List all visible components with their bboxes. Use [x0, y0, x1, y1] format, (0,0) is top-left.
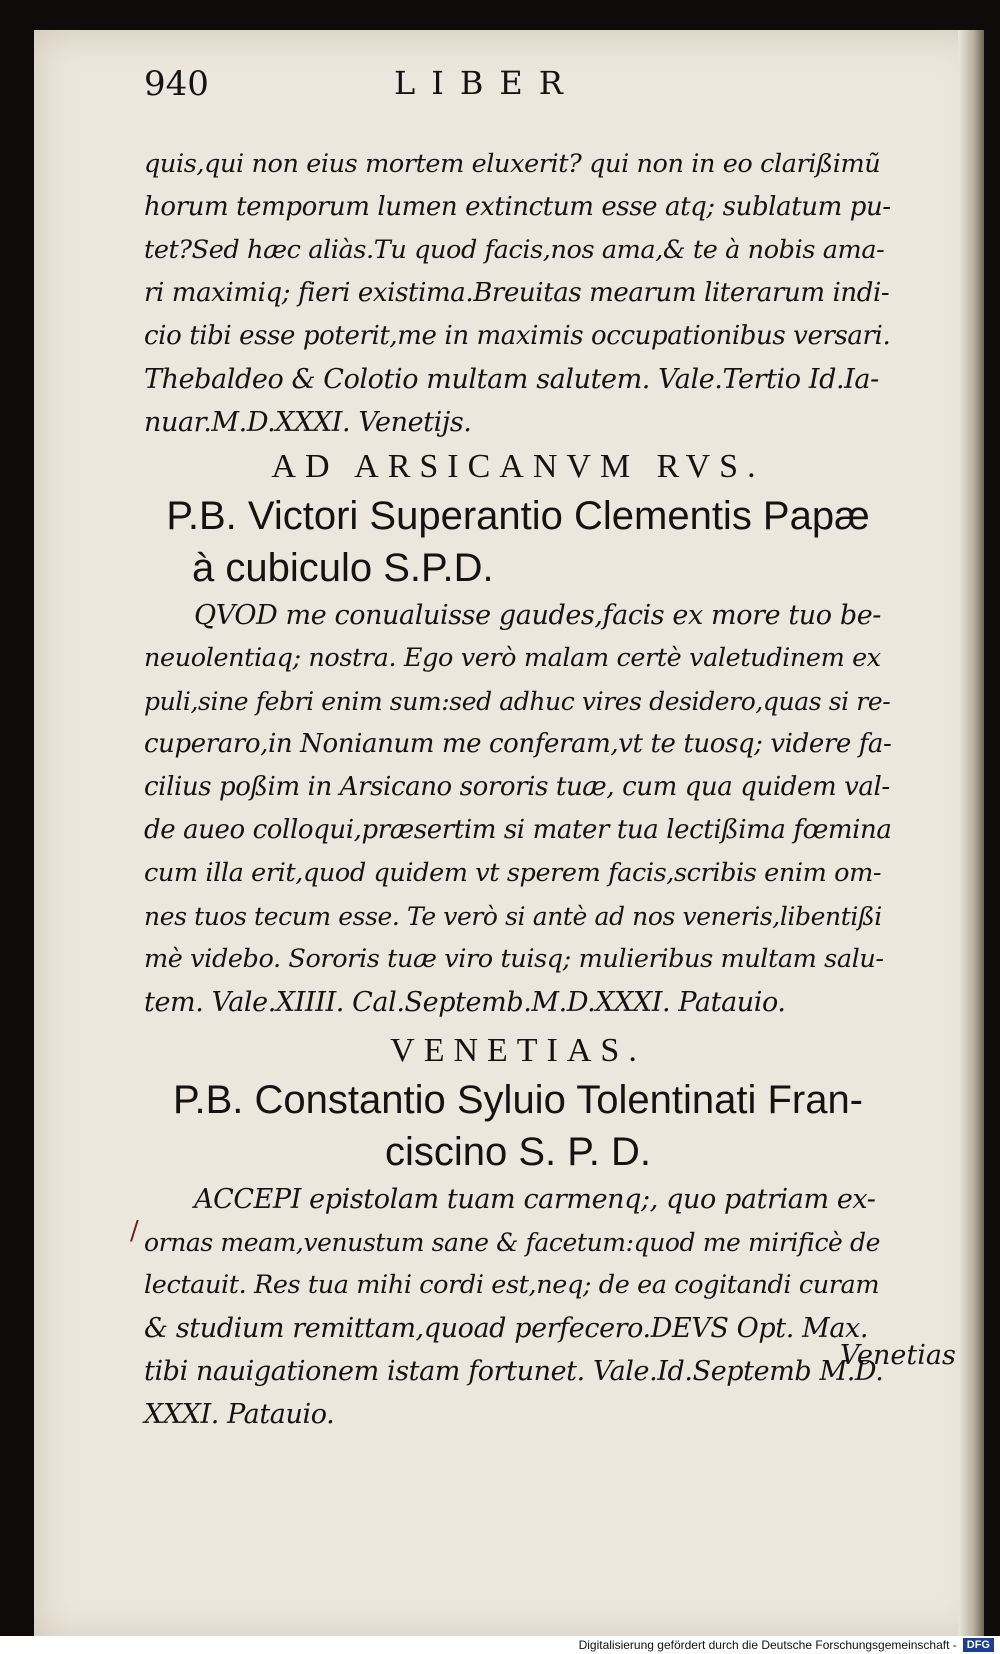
- digitization-footer: [0, 1636, 1000, 1654]
- footer-credit: Digitalisierung gefördert durch die Deutsche Forschungsgemeinschaft -: [578, 1638, 957, 1652]
- page-edge-shadow: [958, 30, 984, 1640]
- text-line: lectauit. Res tua mihi cordi est,neq; de ea cogitandi curam: [144, 1270, 880, 1300]
- text-line: ACCEPI epistolam tuam carmenq;, quo patriam ex-: [194, 1184, 876, 1215]
- text-line: cio tibi esse poterit,me in maximis occupationibus versari.: [144, 321, 891, 351]
- text-line: nes tuos tecum esse. Te verò si antè ad nos veneris,libentißi: [144, 902, 882, 931]
- letter-destination: VENETIAS.: [390, 1032, 646, 1069]
- text-line: mè videbo. Sororis tuæ viro tuisq; mulieribus multam salu-: [144, 944, 884, 974]
- dfg-logo: DFG: [963, 1638, 994, 1652]
- text-line: neuolentiaq; nostra. Ego verò malam certè valetudinem ex: [144, 643, 881, 673]
- text-line: cum illa erit,quod quidem vt sperem facis,scribis enim om-: [144, 858, 882, 888]
- text-line: horum temporum lumen extinctum esse atq; sublatum pu-: [144, 192, 891, 222]
- page-header: [144, 64, 864, 114]
- text-line: puli,sine febri enim sum:sed adhuc vires desidero,quas si re-: [144, 687, 891, 716]
- letter-salutation: P.B. Constantio Syluio Tolentinati Fran-: [172, 1078, 864, 1122]
- text-line: QVOD me conualuisse gaudes,facis ex more tuo be-: [194, 600, 882, 631]
- closing-paragraph: [144, 143, 892, 1436]
- text-line: Thebaldeo & Colotio multam salutem. Vale.Tertio Id.Ia-: [144, 364, 879, 395]
- text-line: cilius poßim in Arsicano sororis tuæ, cum qua quidem val-: [144, 772, 890, 802]
- text-line: ornas meam,venustum sane & facetum:quod me mirificè de: [144, 1228, 880, 1257]
- text-line: de aueo colloqui,præsertim si mater tua lectißima fœmina: [144, 815, 892, 845]
- text-line: tet?Sed hæc aliàs.Tu quod facis,nos ama,& te à nobis ama-: [144, 235, 885, 265]
- text-line: & studium remittam,quoad perfecero.DEVS Opt. Max.: [144, 1313, 869, 1344]
- running-head: LIBER: [394, 64, 579, 102]
- letter-salutation: à cubiculo S.P.D.: [192, 546, 494, 590]
- letter-salutation: P.B. Victori Superantio Clementis Papæ: [166, 494, 870, 538]
- catchword: Venetias: [840, 1340, 956, 1371]
- text-line: nuar.M.D.XXXI. Venetijs.: [144, 407, 472, 438]
- text-line: quis,qui non eius mortem eluxerit? qui non in eo clarißimũ: [144, 149, 881, 179]
- page-number: 940: [144, 64, 209, 104]
- text-line: XXXI. Patauio.: [144, 1399, 335, 1430]
- text-line: tem. Vale.XIIII. Cal.Septemb.M.D.XXXI. Patauio.: [144, 987, 786, 1018]
- text-line: ri maximiq; fieri existima.Breuitas mearum literarum indi-: [144, 278, 890, 308]
- text-line: cuperaro,in Nonianum me conferam,vt te tuosq; videre fa-: [144, 729, 892, 759]
- text-line: tibi nauigationem istam fortunet. Vale.Id.Septemb M.D.: [144, 1356, 884, 1387]
- letter-destination: AD ARSICANVM RVS.: [271, 448, 765, 485]
- margin-mark: /: [130, 1216, 139, 1246]
- letter-salutation: ciscino S. P. D.: [384, 1130, 652, 1174]
